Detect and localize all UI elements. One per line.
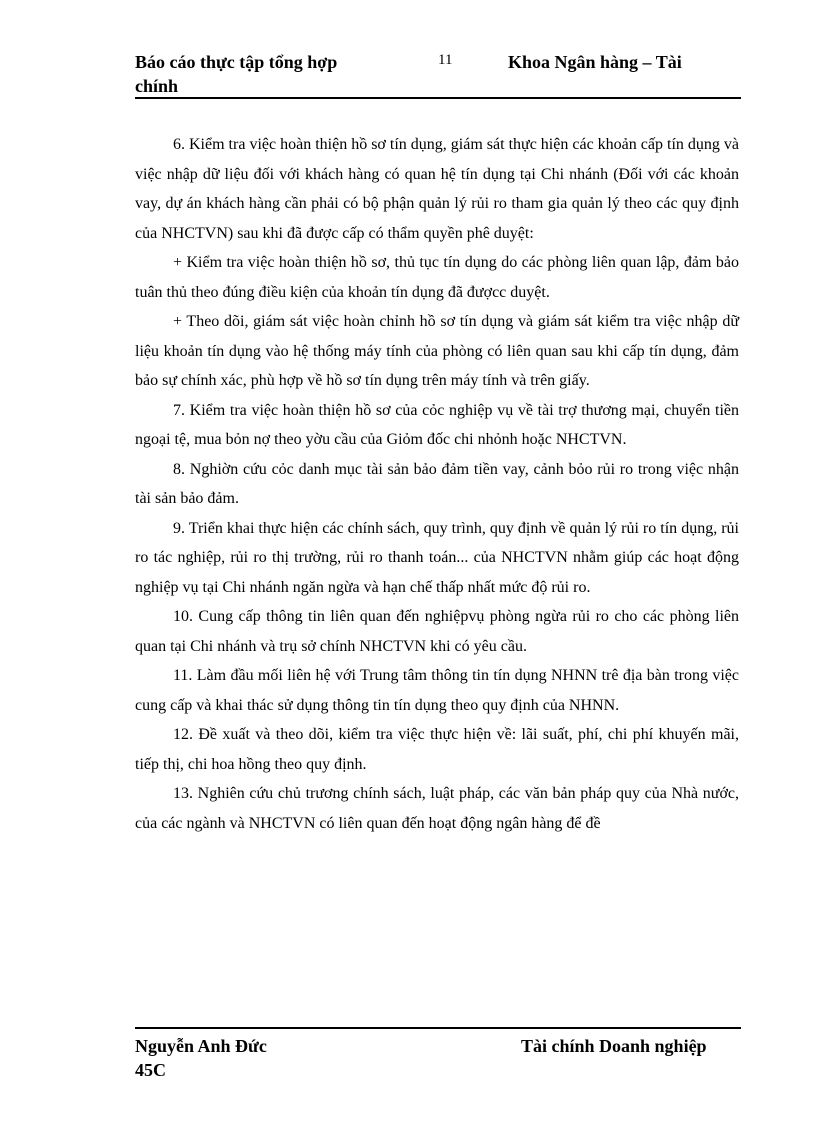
paragraph-13: 13. Nghiên cứu chủ trương chính sách, luật pháp, các văn bản pháp quy của Nhà nước, của các ngành và NHCTVN có liên quan đến hoạt động ngân hàng để đề — [135, 785, 739, 832]
paragraph-9: 9. Triển khai thực hiện các chính sách, quy trình, quy định về quản lý rủi ro tín dụng, rủi ro tác nghiệp, rủi ro thị trường, rủi ro thanh toán... của NHCTVN nhằm giúp các hoạt động nghiệp vụ tại Chi nhánh ngăn ngừa và hạn chế thấp nhất mức độ rủi ro. — [135, 519, 739, 596]
paragraph-6: 6. Kiểm tra việc hoàn thiện hồ sơ tín dụng, giám sát thực hiện các khoản cấp tín dụng và việc nhập dữ liệu đối với khách hàng có quan hệ tín dụng tại Chi nhánh (Đối với các khoản vay, dự án khách hàng cần phải có bộ phận quản lý rủi ro tham gia quản lý theo các quy định của NHCTVN) sau khi đã được cấp có thẩm quyền phê duyệt: — [135, 136, 739, 242]
author-name: Nguyễn Anh Đức 45C — [135, 1036, 267, 1080]
faculty-title: Khoa Ngân hàng – Tài — [508, 52, 682, 72]
department-name: Tài chính Doanh nghiệp — [521, 1036, 707, 1056]
paragraph-6-bullet-1: + Kiểm tra việc hoàn thiện hồ sơ, thủ tục tín dụng do các phòng liên quan lập, đảm bảo tuân thủ theo đúng điều kiện của khoản tín dụng đã đượcc duyệt. — [135, 254, 739, 301]
paragraph-8: 8. Nghiờn cứu cỏc danh mục tài sản bảo đảm tiền vay, cảnh bỏo rủi ro trong việc nhận tài sản bảo đảm. — [135, 460, 739, 507]
report-title: Báo cáo thực tập tổng hợp chính — [135, 52, 338, 96]
paragraph-6-bullet-2: + Theo dõi, giám sát việc hoàn chỉnh hồ sơ tín dụng và giám sát kiểm tra việc nhập dữ liệu khoản tín dụng vào hệ thống máy tính của phòng có liên quan sau khi cấp tín dụng, đảm bảo sự chính xác, phù hợp về hồ sơ tín dụng trên máy tính và trên giấy. — [135, 313, 739, 389]
page-number: 11 — [438, 52, 453, 68]
paragraph-7: 7. Kiểm tra việc hoàn thiện hồ sơ của cỏc nghiệp vụ về tài trợ thương mại, chuyển tiền ngoại tệ, mua bỏn nợ theo yờu cầu của Giỏm đốc chi nhỏnh hoặc NHCTVN. — [135, 401, 739, 448]
document-body — [135, 130, 739, 838]
paragraph-11: 11. Làm đầu mối liên hệ với Trung tâm thông tin tín dụng NHNN trê địa bàn trong việc cung cấp và khai thác sử dụng thông tin tín dụng theo quy định của NHNN. — [135, 667, 739, 714]
page-footer — [135, 1027, 741, 1080]
paragraph-12: 12. Đề xuất và theo dõi, kiểm tra việc thực hiện về: lãi suất, phí, chi phí khuyến mãi, tiếp thị, chi hoa hồng theo quy định. — [135, 726, 739, 773]
page-header — [135, 50, 741, 99]
paragraph-10: 10. Cung cấp thông tin liên quan đến nghiệpvụ phòng ngừa rủi ro cho các phòng liên quan tại Chi nhánh và trụ sở chính NHCTVN khi có yêu cầu. — [135, 608, 739, 655]
